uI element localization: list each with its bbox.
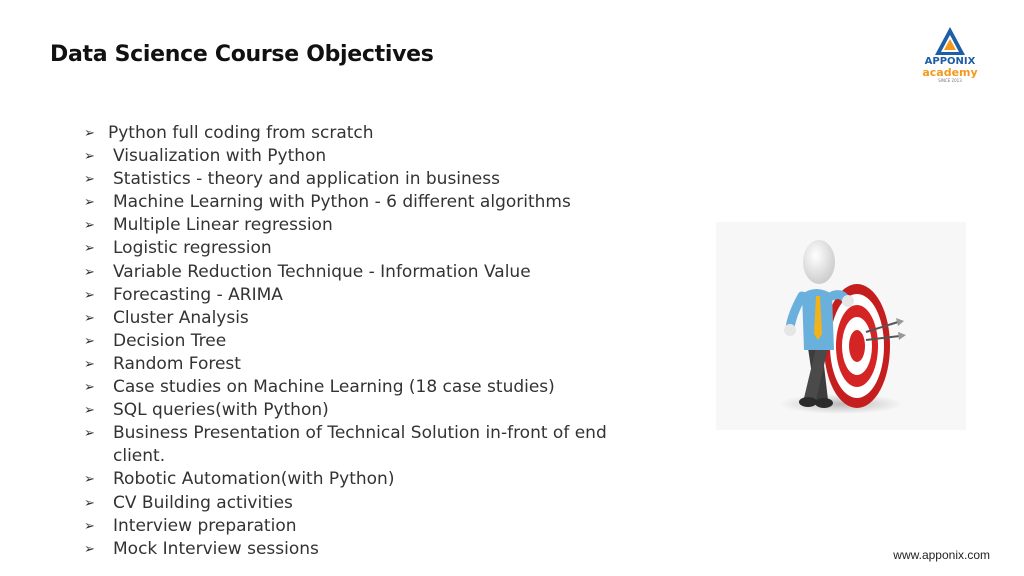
list-item: ➢ Statistics - theory and application in business [84,168,654,191]
list-item: ➢ Business Presentation of Technical Solution in-front of end client. [84,423,607,467]
arrow-bullet-icon: ➢ [84,310,95,326]
list-item: ➢ Visualization with Python [84,145,654,168]
list-item: ➢ Mock Interview sessions [84,538,654,561]
arrow-bullet-icon: ➢ [84,287,95,303]
objectives-list [84,122,654,561]
arrow-bullet-icon: ➢ [84,126,95,141]
logo-since-text: SINCE 2013 [938,78,962,83]
arrow-bullet-icon: ➢ [84,333,95,349]
arrow-bullet-icon: ➢ [84,172,95,188]
list-item: ➢ Variable Reduction Technique - Information Value [84,261,654,284]
list-item: ➢ Cluster Analysis [84,307,654,330]
slide-title: Data Science Course Objectives [50,42,434,67]
arrow-bullet-icon: ➢ [84,241,95,257]
list-item: ➢ Multiple Linear regression [84,214,654,237]
arrow-bullet-icon: ➢ [84,541,95,557]
list-item: ➢ Random Forest [84,353,654,376]
logo-brand-text: APPONIX [924,56,976,67]
arrow-bullet-icon: ➢ [84,149,95,165]
list-item: ➢ Case studies on Machine Learning (18 case studies) [84,376,654,399]
list-item: ➢ CV Building activities [84,492,654,515]
arrow-bullet-icon: ➢ [84,403,95,419]
arrow-bullet-icon: ➢ [84,195,95,211]
list-item: ➢ Robotic Automation(with Python) [84,468,654,491]
person-with-target-icon [716,222,966,430]
arrow-bullet-icon: ➢ [84,518,95,534]
list-item: ➢ Logistic regression [84,237,654,260]
list-item: ➢ Decision Tree [84,330,654,353]
apponix-a-mark-icon [933,26,967,56]
list-item: ➢ Interview preparation [84,515,654,538]
apponix-logo [912,26,988,88]
arrow-bullet-icon: ➢ [84,380,95,396]
list-item: ➢ Machine Learning with Python - 6 different algorithms [84,191,654,214]
arrow-bullet-icon: ➢ [84,472,95,488]
footer-website-url: www.apponix.com [893,548,990,562]
list-item: ➢ Python full coding from scratch [84,122,654,145]
list-item: ➢ SQL queries(with Python) [84,399,654,422]
arrow-bullet-icon: ➢ [84,495,95,511]
list-item: ➢ Forecasting - ARIMA [84,284,654,307]
arrow-bullet-icon: ➢ [84,426,95,442]
person-with-target-illustration [716,222,966,430]
logo-academy-text: academy [922,66,978,79]
arrow-bullet-icon: ➢ [84,218,95,234]
arrow-bullet-icon: ➢ [84,264,95,280]
arrow-bullet-icon: ➢ [84,356,95,372]
